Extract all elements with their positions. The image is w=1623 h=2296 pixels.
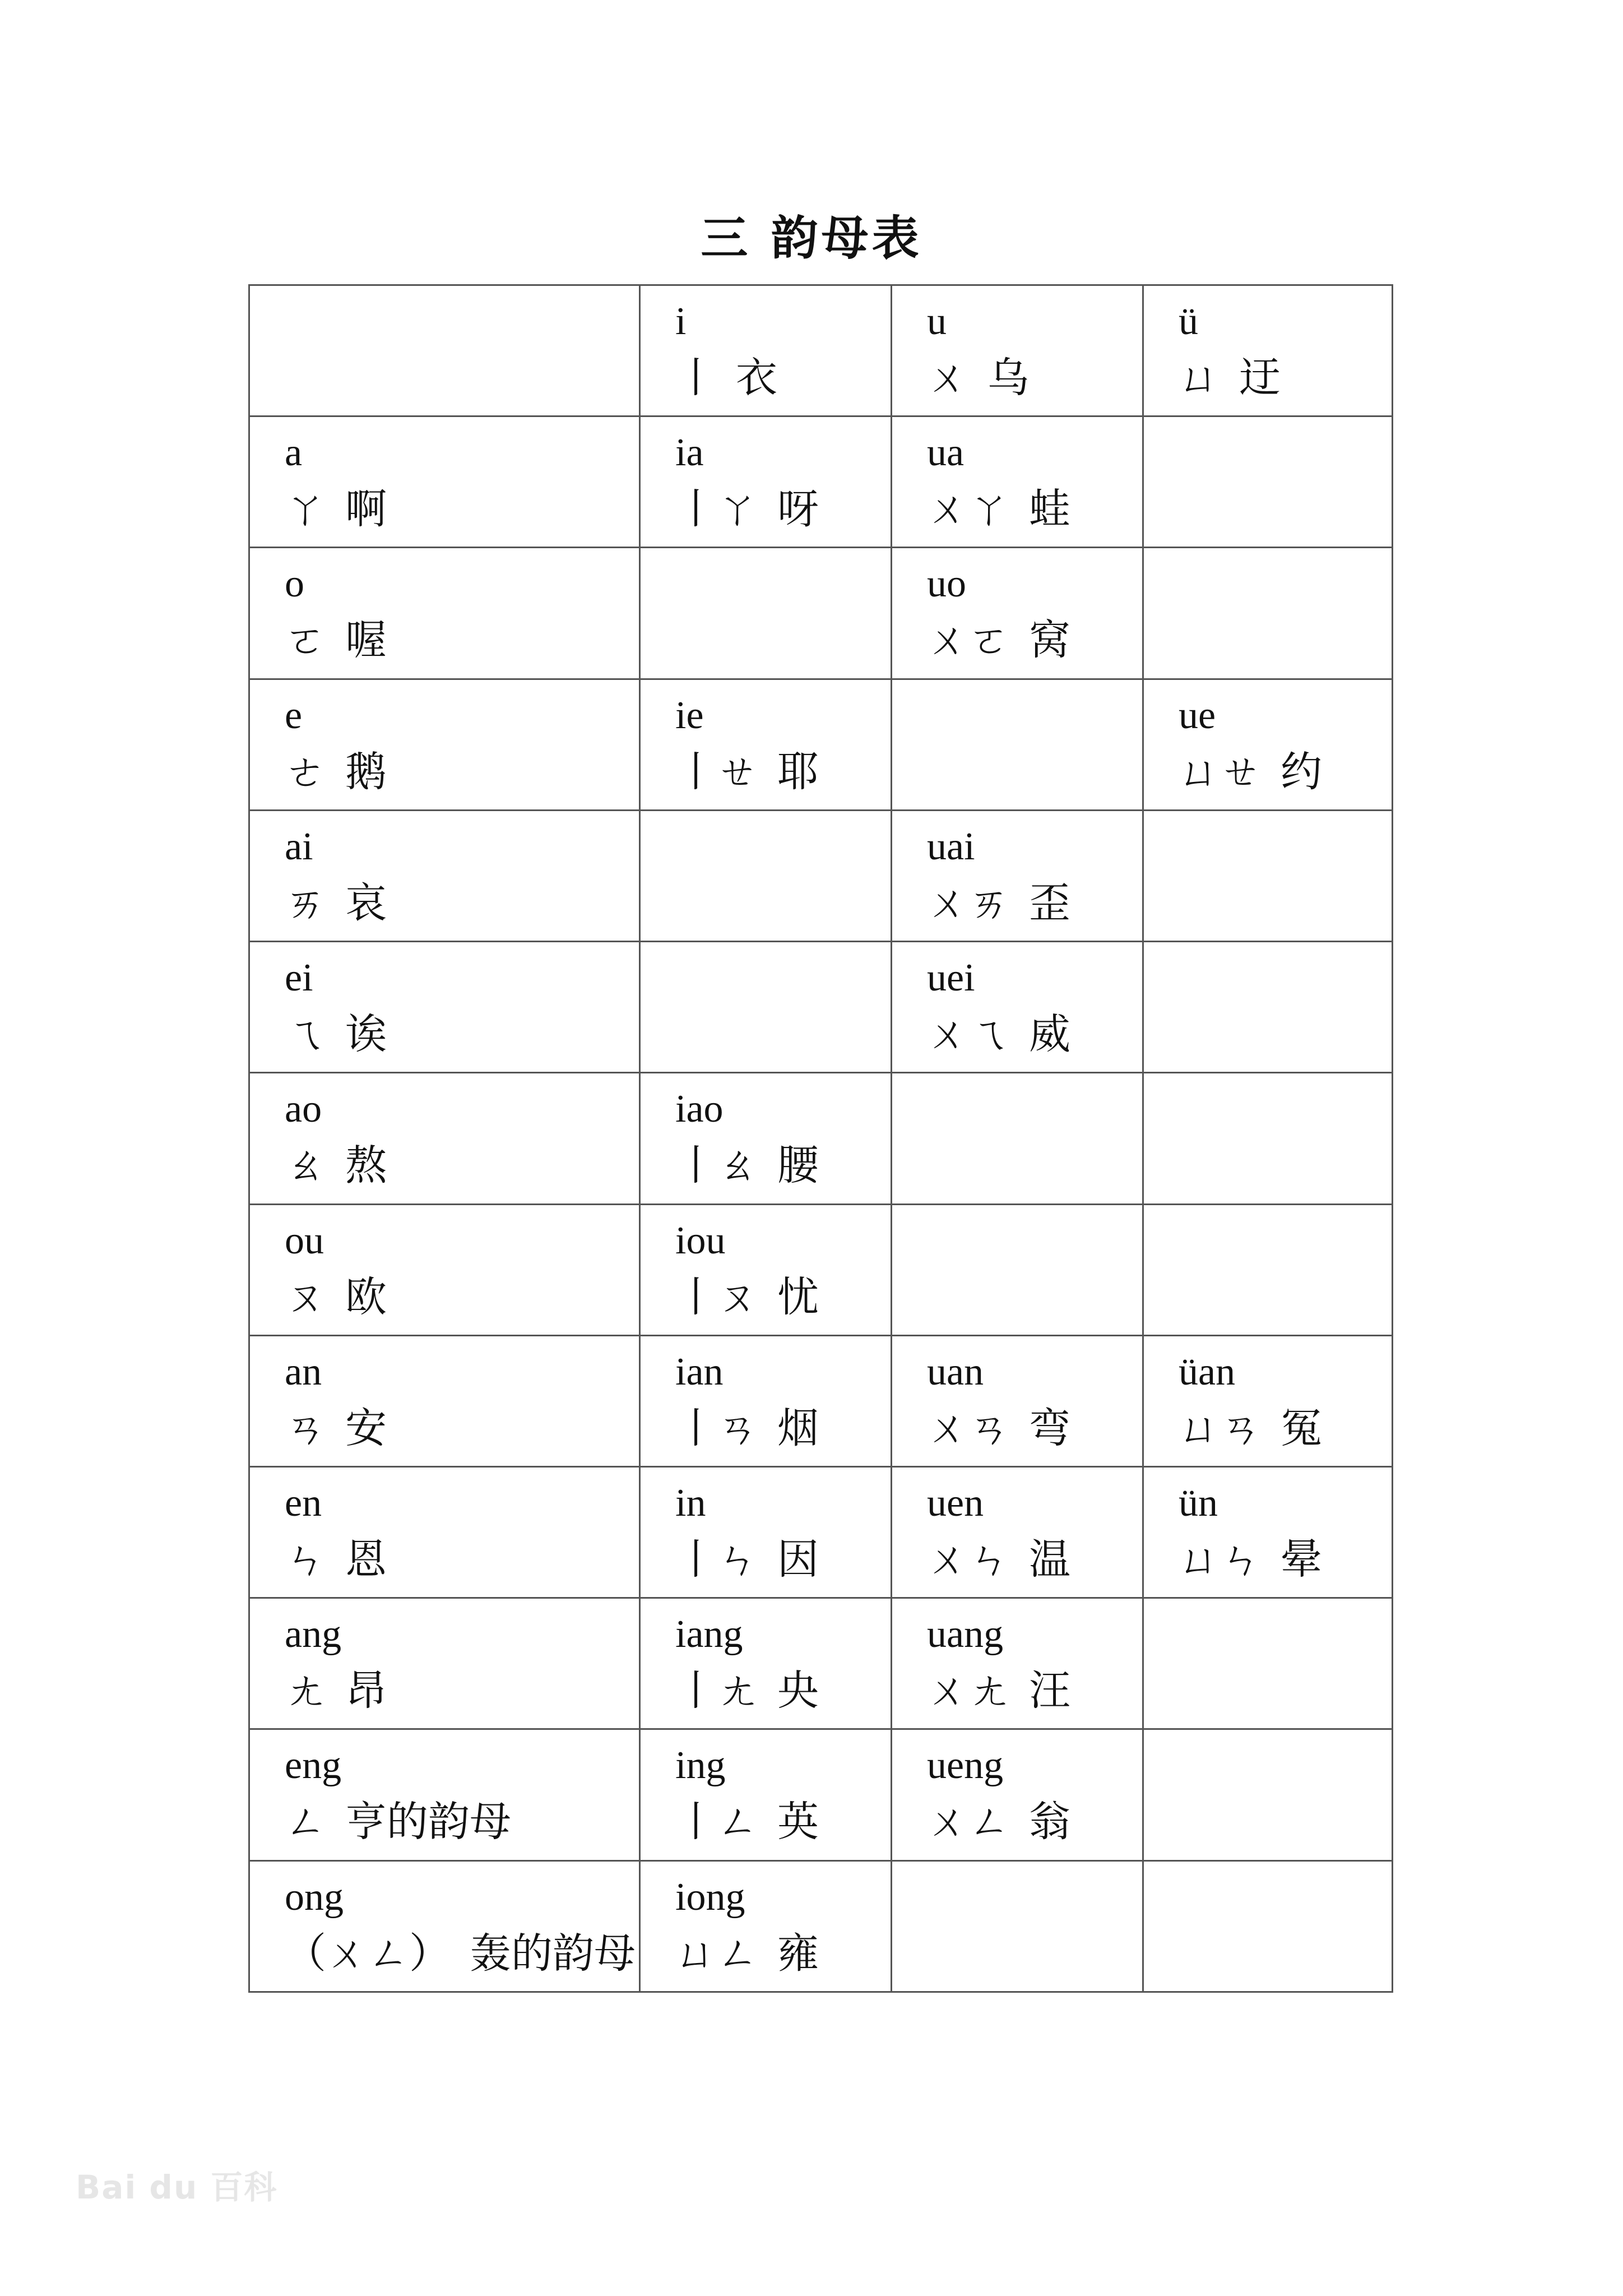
zhuyin-symbol: 丨ㄚ: [675, 485, 758, 534]
table-cell: [1143, 1335, 1393, 1466]
table-cell: [1143, 1073, 1393, 1204]
zhuyin-line: [675, 1793, 891, 1851]
zhuyin-symbol: ㄟ: [285, 1010, 326, 1059]
pinyin-label: [1179, 429, 1392, 476]
pinyin-label: uei: [927, 956, 975, 1000]
pinyin-label: ao: [285, 1087, 322, 1131]
example-character: 窝: [1029, 616, 1070, 665]
table-row: [249, 679, 1393, 810]
zhuyin-line: [927, 1399, 1142, 1457]
table-row: [249, 810, 1393, 941]
zhuyin-symbol: ㄨㄚ: [927, 485, 1010, 534]
example-character: 央: [777, 1667, 819, 1715]
zhuyin-line: [675, 1661, 891, 1720]
zhuyin-line: [1179, 1530, 1392, 1589]
pinyin-label: eng: [285, 1744, 342, 1788]
table-cell: [249, 416, 640, 548]
table-row: [249, 1466, 1393, 1598]
pinyin-label: ai: [285, 825, 313, 868]
pinyin-label: iao: [675, 1087, 724, 1131]
table-row: [249, 942, 1393, 1073]
table-row: [249, 1204, 1393, 1335]
table-cell: [1143, 1466, 1393, 1598]
table-cell: [640, 810, 892, 941]
zhuyin-line: [285, 611, 639, 669]
zhuyin-line: [927, 1924, 1142, 1983]
pinyin-label: an: [285, 1350, 322, 1394]
zhuyin-symbol: ㄤ: [285, 1667, 326, 1715]
zhuyin-line: [675, 1136, 891, 1195]
pinyin-label: [927, 1874, 1142, 1921]
pinyin-label: u: [927, 300, 947, 343]
table-cell: [249, 1729, 640, 1860]
pinyin-label: uo: [927, 562, 966, 606]
table-cell: [249, 1466, 640, 1598]
zhuyin-line: [285, 480, 639, 538]
example-character: 耶: [777, 747, 819, 796]
zhuyin-line: [675, 1268, 891, 1326]
table-row: [249, 416, 1393, 548]
example-character: 轰的韵母: [470, 1929, 636, 1978]
zhuyin-symbol: ㄨㄛ: [927, 616, 1010, 665]
zhuyin-symbol: ㄥ: [285, 1798, 326, 1846]
page-title: 三 韵母表: [701, 211, 922, 266]
example-character: 因: [777, 1535, 819, 1584]
zhuyin-line: [1179, 1661, 1392, 1720]
example-character: 安: [345, 1404, 387, 1452]
table-row: [249, 1073, 1393, 1204]
zhuyin-symbol: 丨ㄝ: [675, 747, 758, 796]
finals-table: [248, 284, 1393, 1993]
pinyin-label: i: [675, 300, 687, 343]
zhuyin-line: [675, 874, 891, 932]
table-cell: [640, 1860, 892, 1992]
zhuyin-line: [927, 874, 1142, 932]
zhuyin-symbol: ㄢ: [285, 1404, 326, 1452]
table-cell: [640, 1204, 892, 1335]
pinyin-label: uai: [927, 825, 975, 868]
table-cell: [249, 679, 640, 810]
table-cell: [249, 942, 640, 1073]
example-character: 呀: [777, 485, 819, 534]
pinyin-label: [285, 298, 639, 345]
zhuyin-line: [927, 1530, 1142, 1589]
table-cell: [640, 416, 892, 548]
table-cell: [1143, 679, 1393, 810]
example-character: 迂: [1239, 354, 1281, 402]
zhuyin-symbol: ㄛ: [285, 616, 326, 665]
pinyin-label: [1179, 561, 1392, 608]
table-cell: [1143, 810, 1393, 941]
table-cell: [892, 1598, 1143, 1729]
example-character: 腰: [777, 1141, 819, 1190]
table-cell: [249, 810, 640, 941]
table-cell: [892, 1073, 1143, 1204]
pinyin-label: o: [285, 562, 304, 606]
zhuyin-symbol: ㄜ: [285, 747, 326, 796]
zhuyin-line: [675, 1005, 891, 1063]
zhuyin-symbol: ㄚ: [285, 485, 326, 534]
table-cell: [892, 1335, 1143, 1466]
zhuyin-line: [927, 1793, 1142, 1851]
example-character: 弯: [1029, 1404, 1070, 1452]
zhuyin-symbol: ㄩㄣ: [1179, 1535, 1262, 1584]
zhuyin-symbol: ㄡ: [285, 1272, 326, 1321]
zhuyin-line: [1179, 611, 1392, 669]
example-character: 翁: [1029, 1798, 1070, 1846]
example-character: 欧: [345, 1272, 387, 1321]
table-cell: [640, 942, 892, 1073]
zhuyin-symbol: 丨: [675, 354, 717, 402]
zhuyin-line: [285, 1399, 639, 1457]
pinyin-label: ong: [285, 1875, 344, 1919]
zhuyin-line: [285, 743, 639, 801]
zhuyin-symbol: ㄨㄣ: [927, 1535, 1010, 1584]
pinyin-label: [1179, 1874, 1392, 1921]
zhuyin-line: [1179, 1924, 1392, 1983]
example-character: 冤: [1281, 1404, 1322, 1452]
zhuyin-symbol: ㄨㄟ: [927, 1010, 1010, 1059]
pinyin-label: ue: [1179, 693, 1216, 737]
pinyin-label: [1179, 1611, 1392, 1658]
zhuyin-line: [285, 1268, 639, 1326]
example-character: 鹅: [345, 747, 387, 796]
pinyin-label: uan: [927, 1350, 984, 1394]
pinyin-label: üan: [1179, 1350, 1236, 1394]
zhuyin-symbol: 丨ㄡ: [675, 1272, 758, 1321]
example-character: 汪: [1029, 1667, 1070, 1715]
finals-table-body: [249, 285, 1393, 1992]
zhuyin-symbol: 丨ㄠ: [675, 1141, 758, 1190]
table-cell: [892, 1204, 1143, 1335]
zhuyin-symbol: ㄨ: [927, 354, 968, 402]
zhuyin-line: [1179, 1399, 1392, 1457]
table-cell: [640, 1729, 892, 1860]
table-cell: [640, 679, 892, 810]
zhuyin-line: [927, 480, 1142, 538]
table-cell: [640, 548, 892, 679]
table-cell: [1143, 1598, 1393, 1729]
table-cell: [1143, 416, 1393, 548]
example-character: 烟: [777, 1404, 819, 1452]
zhuyin-line: [675, 743, 891, 801]
table-cell: [249, 285, 640, 416]
zhuyin-line: [927, 611, 1142, 669]
pinyin-label: ian: [675, 1350, 724, 1394]
pinyin-label: [1179, 1086, 1392, 1133]
pinyin-label: ou: [285, 1219, 324, 1262]
pinyin-label: ia: [675, 431, 704, 475]
table-cell: [892, 416, 1143, 548]
table-row: [249, 285, 1393, 416]
table-cell: [892, 548, 1143, 679]
zhuyin-line: [285, 874, 639, 932]
example-character: 忧: [777, 1272, 819, 1321]
zhuyin-symbol: ㄠ: [285, 1141, 326, 1190]
example-character: 喔: [345, 616, 387, 665]
zhuyin-line: [927, 1136, 1142, 1195]
table-cell: [1143, 1729, 1393, 1860]
pinyin-label: [927, 692, 1142, 739]
zhuyin-line: [927, 1268, 1142, 1326]
table-cell: [892, 1466, 1143, 1598]
zhuyin-line: [927, 349, 1142, 407]
zhuyin-symbol: （ㄨㄥ）: [285, 1929, 451, 1978]
table-cell: [640, 1073, 892, 1204]
zhuyin-symbol: ㄨㄥ: [927, 1798, 1010, 1846]
baidu-watermark: Bai du 百科: [76, 2168, 278, 2206]
example-character: 衣: [736, 354, 777, 402]
zhuyin-symbol: ㄣ: [285, 1535, 326, 1584]
pinyin-label: [1179, 1218, 1392, 1265]
table-cell: [892, 1729, 1143, 1860]
zhuyin-line: [1179, 1793, 1392, 1851]
zhuyin-symbol: ㄨㄢ: [927, 1404, 1010, 1452]
table-cell: [892, 810, 1143, 941]
zhuyin-line: [1179, 1268, 1392, 1326]
zhuyin-symbol: ㄨㄞ: [927, 878, 1010, 927]
example-character: 约: [1281, 747, 1322, 796]
table-cell: [1143, 1860, 1393, 1992]
example-character: 雍: [777, 1929, 819, 1978]
table-cell: [249, 1073, 640, 1204]
pinyin-label: [927, 1218, 1142, 1265]
zhuyin-line: [675, 1399, 891, 1457]
example-character: 温: [1029, 1535, 1070, 1584]
table-cell: [892, 285, 1143, 416]
table-cell: [640, 285, 892, 416]
table-cell: [249, 1204, 640, 1335]
zhuyin-line: [285, 1924, 639, 1983]
example-character: 乌: [987, 354, 1029, 402]
pinyin-label: [675, 823, 891, 871]
zhuyin-line: [675, 611, 891, 669]
table-cell: [249, 1860, 640, 1992]
pinyin-label: [1179, 823, 1392, 871]
pinyin-label: ün: [1179, 1481, 1218, 1525]
zhuyin-line: [285, 349, 639, 407]
pinyin-label: in: [675, 1481, 706, 1525]
zhuyin-symbol: ㄩㄥ: [675, 1929, 758, 1978]
pinyin-label: iou: [675, 1219, 726, 1262]
zhuyin-line: [927, 743, 1142, 801]
table-cell: [892, 679, 1143, 810]
example-character: 晕: [1281, 1535, 1322, 1584]
table-row: [249, 1335, 1393, 1466]
zhuyin-line: [1179, 1136, 1392, 1195]
table-cell: [640, 1335, 892, 1466]
table-cell: [249, 1598, 640, 1729]
zhuyin-line: [927, 1005, 1142, 1063]
example-character: 亨的韵母: [345, 1798, 511, 1846]
table-cell: [249, 548, 640, 679]
zhuyin-symbol: ㄞ: [285, 878, 326, 927]
zhuyin-line: [675, 480, 891, 538]
example-character: 昂: [345, 1667, 387, 1715]
zhuyin-symbol: ㄩㄝ: [1179, 747, 1262, 796]
table-cell: [640, 1598, 892, 1729]
table-cell: [1143, 942, 1393, 1073]
zhuyin-symbol: ㄩ: [1179, 354, 1220, 402]
example-character: 啊: [345, 485, 387, 534]
example-character: 蛙: [1029, 485, 1070, 534]
table-cell: [1143, 285, 1393, 416]
pinyin-label: ei: [285, 956, 313, 1000]
pinyin-label: iang: [675, 1613, 743, 1656]
zhuyin-line: [1179, 1005, 1392, 1063]
table-cell: [892, 942, 1143, 1073]
zhuyin-line: [285, 1661, 639, 1720]
example-character: 歪: [1029, 878, 1070, 927]
pinyin-label: ueng: [927, 1744, 1004, 1788]
table-cell: [1143, 1204, 1393, 1335]
table-cell: [640, 1466, 892, 1598]
zhuyin-line: [675, 1530, 891, 1589]
zhuyin-line: [285, 1530, 639, 1589]
pinyin-label: [675, 561, 891, 608]
table-cell: [892, 1860, 1143, 1992]
example-character: 诶: [345, 1010, 387, 1059]
pinyin-label: [1179, 1742, 1392, 1789]
zhuyin-symbol: ㄨㄤ: [927, 1667, 1010, 1715]
zhuyin-line: [285, 1793, 639, 1851]
pinyin-label: a: [285, 431, 303, 475]
example-character: 英: [777, 1798, 819, 1846]
zhuyin-symbol: 丨ㄥ: [675, 1798, 758, 1846]
zhuyin-line: [1179, 480, 1392, 538]
table-row: [249, 1598, 1393, 1729]
pinyin-label: [1179, 955, 1392, 1002]
zhuyin-symbol: 丨ㄣ: [675, 1535, 758, 1584]
pinyin-label: ü: [1179, 300, 1198, 343]
zhuyin-line: [675, 1924, 891, 1983]
zhuyin-line: [1179, 743, 1392, 801]
pinyin-label: e: [285, 693, 303, 737]
zhuyin-symbol: 丨ㄤ: [675, 1667, 758, 1715]
pinyin-label: ang: [285, 1613, 342, 1656]
pinyin-label: uen: [927, 1481, 984, 1525]
zhuyin-line: [1179, 349, 1392, 407]
zhuyin-line: [285, 1136, 639, 1195]
pinyin-label: uang: [927, 1613, 1004, 1656]
pinyin-label: [675, 955, 891, 1002]
zhuyin-symbol: 丨ㄢ: [675, 1404, 758, 1452]
table-row: [249, 1860, 1393, 1992]
pinyin-label: iong: [675, 1875, 745, 1919]
zhuyin-line: [1179, 874, 1392, 932]
zhuyin-symbol: ㄩㄢ: [1179, 1404, 1262, 1452]
example-character: 恩: [345, 1535, 387, 1584]
zhuyin-line: [927, 1661, 1142, 1720]
table-cell: [249, 1335, 640, 1466]
pinyin-label: [927, 1086, 1142, 1133]
example-character: 哀: [345, 878, 387, 927]
example-character: 熬: [345, 1141, 387, 1190]
pinyin-label: en: [285, 1481, 322, 1525]
pinyin-label: ing: [675, 1744, 726, 1788]
table-cell: [1143, 548, 1393, 679]
table-row: [249, 1729, 1393, 1860]
zhuyin-line: [675, 349, 891, 407]
table-row: [249, 548, 1393, 679]
zhuyin-line: [285, 1005, 639, 1063]
pinyin-label: ua: [927, 431, 964, 475]
pinyin-label: ie: [675, 693, 704, 737]
example-character: 威: [1029, 1010, 1070, 1059]
